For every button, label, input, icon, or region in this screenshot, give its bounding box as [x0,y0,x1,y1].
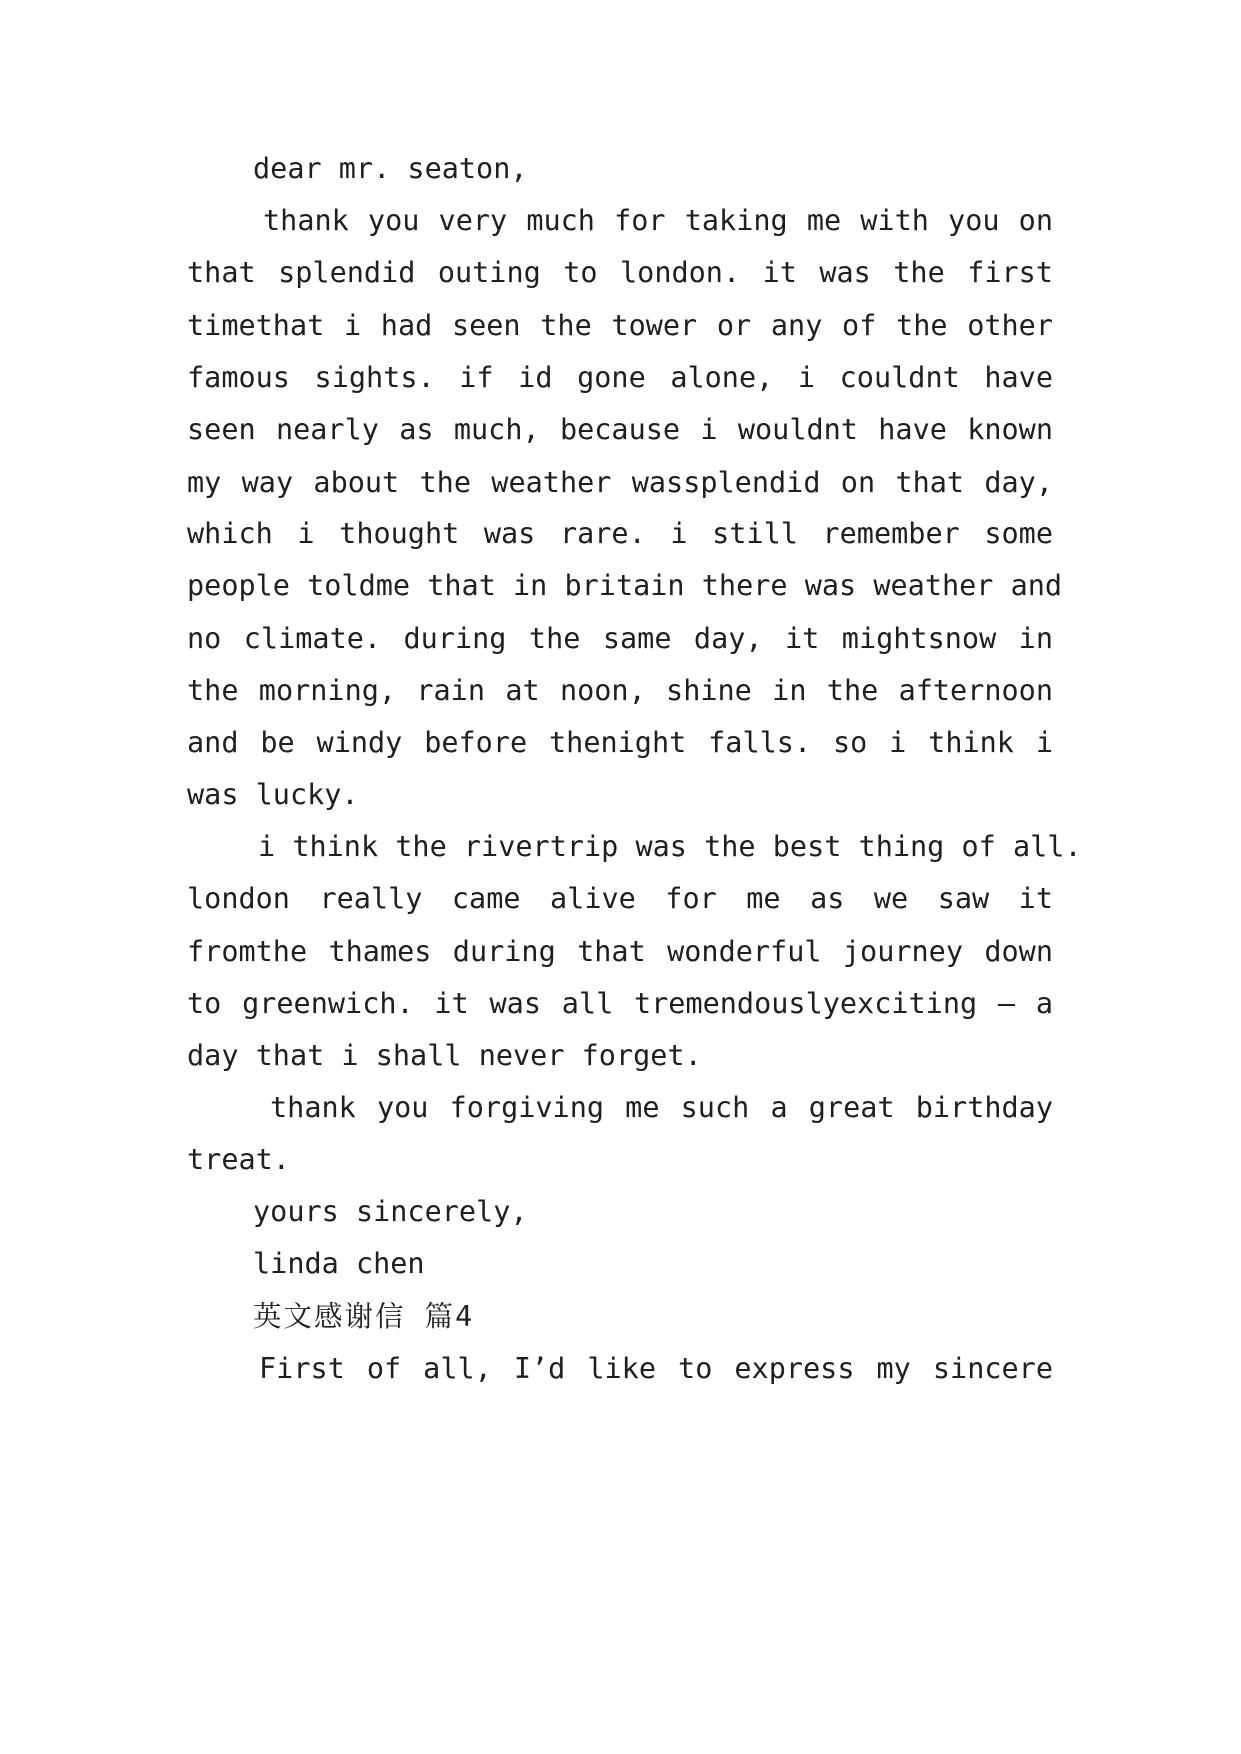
section-heading: 英文感谢信 篇4 [253,1300,475,1333]
paragraph-2-line-5: day that i shall never forget. [187,1039,702,1072]
paragraph-3-line-1: thank you forgiving me such a great birthday [270,1091,1053,1124]
salutation: dear mr. seaton, [253,152,528,185]
paragraph-1-line-7: which i thought was rare. i still remember some [187,517,1053,550]
paragraph-2-line-3: fromthe thames during that wonderful journey down [187,935,1053,968]
closing: yours sincerely, [253,1195,528,1228]
paragraph-1-line-8: people toldme that in britain there was weather and [187,569,1063,602]
paragraph-1-line-11: and be windy before thenight falls. so i think i [187,726,1053,759]
paragraph-1-line-1: thank you very much for taking me with you on [263,204,1053,237]
signature: linda chen [253,1247,425,1280]
paragraph-2-line-4: to greenwich. it was all tremendouslyexciting — a [187,987,1053,1020]
paragraph-1-line-12: was lucky. [187,778,359,811]
paragraph-1-line-2: that splendid outing to london. it was the first [187,256,1053,289]
paragraph-2-line-1: i think the rivertrip was the best thing of all. [258,830,1082,863]
paragraph-3-line-2: treat. [187,1143,290,1176]
paragraph-1-line-10: the morning, rain at noon, shine in the afternoon [187,674,1053,707]
paragraph-4-line-1: First of all, I’d like to express my sincere [259,1352,1053,1385]
paragraph-1-line-3: timethat i had seen the tower or any of the other [187,309,1053,342]
paragraph-1-line-5: seen nearly as much, because i wouldnt have known [187,413,1053,446]
paragraph-1-line-9: no climate. during the same day, it mightsnow in [187,622,1053,655]
paragraph-1-line-6: my way about the weather wassplendid on that day, [187,466,1053,499]
paragraph-2-line-2: london really came alive for me as we saw it [187,882,1053,915]
paragraph-1-line-4: famous sights. if id gone alone, i couldnt have [187,361,1053,394]
